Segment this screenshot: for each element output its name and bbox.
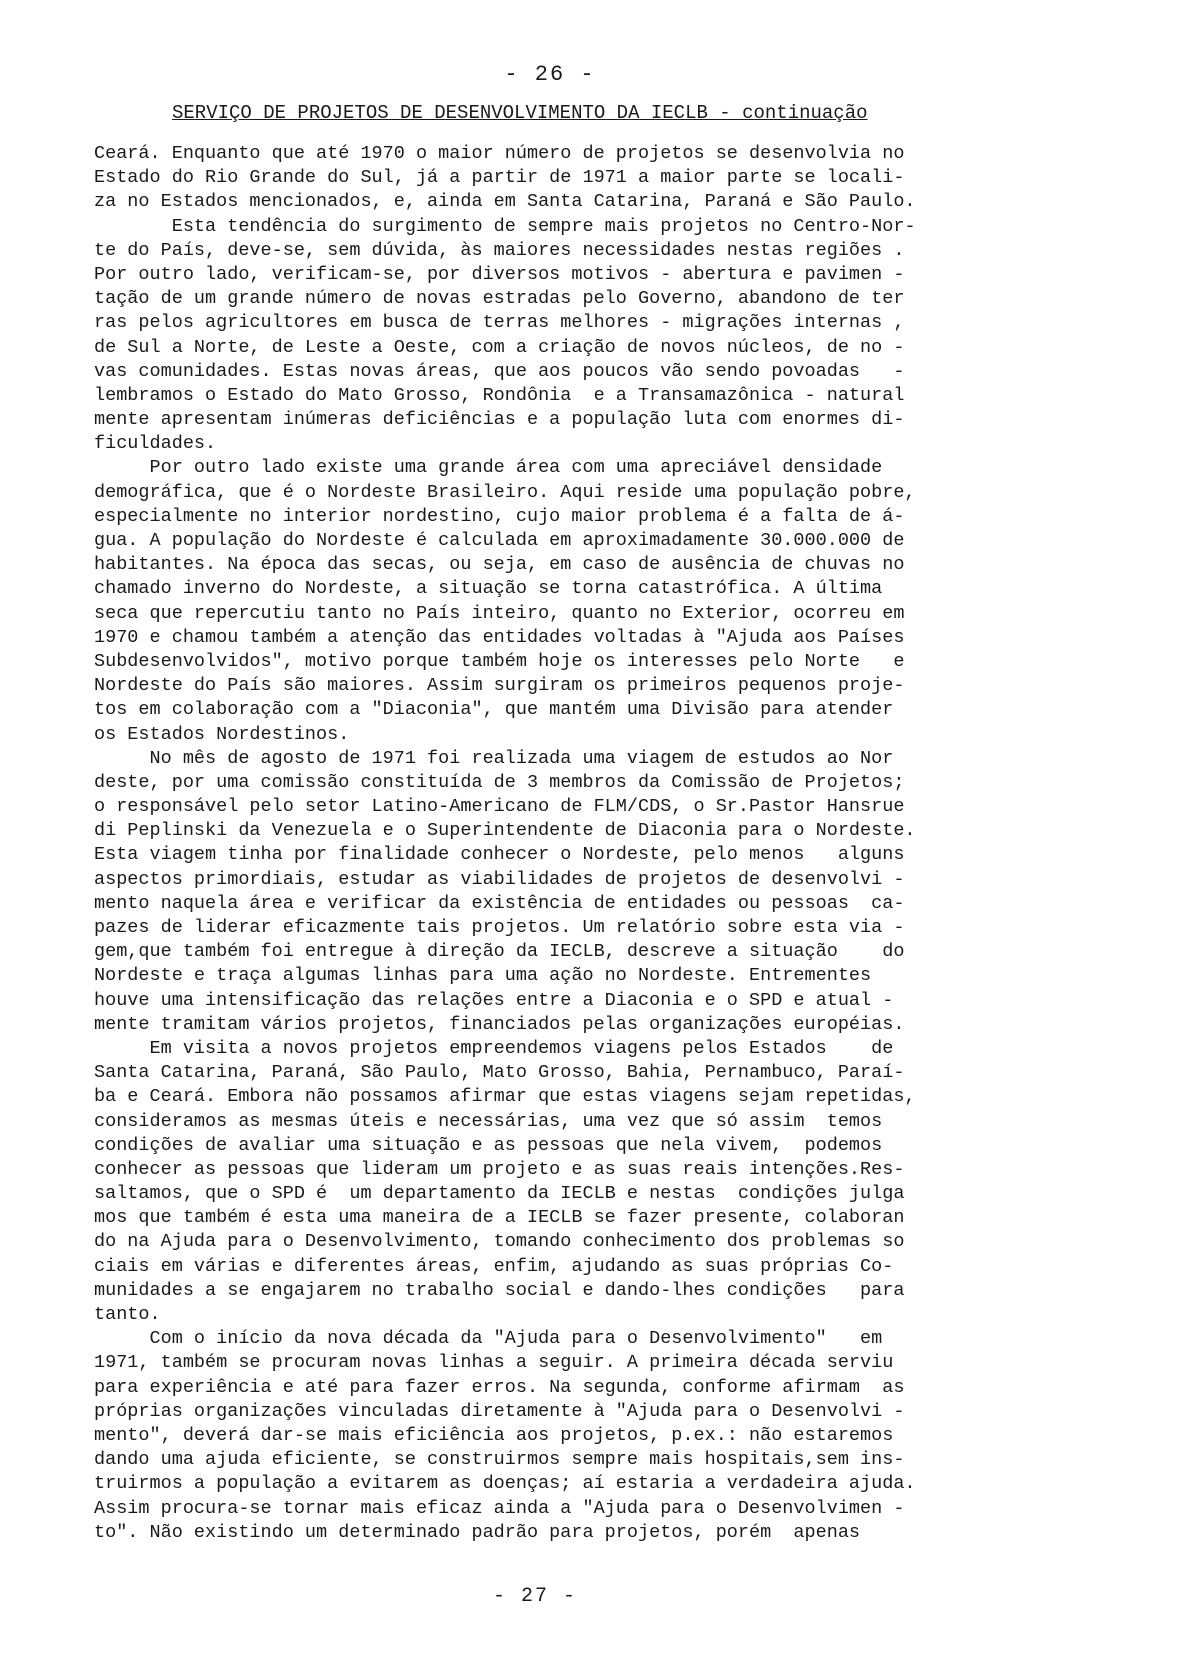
text-line: para experiência e até para fazer erros. Na segunda, conforme afirmam as	[94, 1376, 905, 1398]
text-line: lembramos o Estado do Mato Grosso, Rondônia e a Transamazônica - natural	[94, 384, 905, 406]
text-line: mos que também é esta uma maneira de a IECLB se fazer presente, colaboran	[94, 1207, 905, 1229]
text-line: ras pelos agricultores em busca de terras melhores - migrações internas ,	[94, 312, 905, 334]
text-line: ficuldades.	[94, 433, 217, 455]
page-number-bottom: - 27 -	[492, 1585, 577, 1608]
text-line: No mês de agosto de 1971 foi realizada uma viagem de estudos ao Nor	[94, 747, 894, 769]
text-line: di Peplinski da Venezuela e o Superintendente de Diaconia para o Nordeste.	[94, 820, 916, 842]
text-line: de Sul a Norte, de Leste a Oeste, com a criação de novos núcleos, de no -	[94, 336, 905, 358]
text-line: Esta tendência do surgimento de sempre mais projetos no Centro-Nor-	[94, 215, 916, 237]
text-line: tos em colaboração com a "Diaconia", que mantém uma Divisão para atender	[94, 699, 894, 721]
text-line: za no Estados mencionados, e, ainda em Santa Catarina, Paraná e São Paulo.	[94, 191, 916, 213]
text-line: tanto.	[94, 1304, 161, 1325]
text-line: ba e Ceará. Embora não possamos afirmar que estas viagens sejam repetidas,	[94, 1086, 916, 1108]
page-number-top: - 26 -	[504, 62, 596, 87]
text-line: mento", deverá dar-se mais eficiência aos projetos, p.ex.: não estaremos	[94, 1424, 894, 1446]
text-line: mento naquela área e verificar da existência de entidades ou pessoas ca-	[94, 892, 905, 914]
text-line: truirmos a população a evitarem as doenças; aí estaria a verdadeira ajuda.	[94, 1473, 916, 1495]
text-line: Subdesenvolvidos", motivo porque também hoje os interesses pelo Norte e	[94, 650, 905, 672]
text-line: to". Não existindo um determinado padrão para projetos, porém apenas	[94, 1521, 861, 1543]
text-line: Esta viagem tinha por finalidade conhecer o Nordeste, pelo menos alguns	[94, 844, 905, 866]
text-line: Assim procura-se tornar mais eficaz ainda a "Ajuda para o Desenvolvimen -	[94, 1497, 905, 1519]
text-line: gua. A população do Nordeste é calculada em aproximadamente 30.000.000 de	[94, 530, 905, 551]
text-line: te do País, deve-se, sem dúvida, às maiores necessidades nestas regiões .	[94, 239, 905, 261]
text-line: Em visita a novos projetos empreendemos viagens pelos Estados de	[94, 1037, 894, 1059]
text-line: ciais em várias e diferentes áreas, enfim, ajudando as suas próprias Co-	[94, 1255, 894, 1277]
text-line: saltamos, que o SPD é um departamento da IECLB e nestas condições julga	[94, 1183, 905, 1205]
text-line: 1970 e chamou também a atenção das entidades voltadas à "Ajuda aos Países	[94, 626, 905, 648]
text-line: do na Ajuda para o Desenvolvimento, tomando conhecimento dos problemas so	[94, 1231, 905, 1253]
text-line: chamado inverno do Nordeste, a situação se torna catastrófica. A última	[94, 578, 883, 600]
text-line: Por outro lado, verificam-se, por diversos motivos - abertura e pavimen -	[94, 263, 905, 285]
text-line: Estado do Rio Grande do Sul, já a partir de 1971 a maior parte se locali-	[94, 167, 905, 189]
body-text	[94, 142, 1024, 1545]
text-line: condições de avaliar uma situação e as pessoas que nela vivem, podemos	[94, 1134, 883, 1156]
text-line: gem,que também foi entregue à direção da IECLB, descreve a situação do	[94, 941, 905, 963]
text-line: Santa Catarina, Paraná, São Paulo, Mato Grosso, Bahia, Pernambuco, Paraí-	[94, 1062, 905, 1084]
text-line: dando uma ajuda eficiente, se construirmos sempre mais hospitais,sem ins-	[94, 1449, 905, 1471]
text-line: Ceará. Enquanto que até 1970 o maior número de projetos se desenvolvia no	[94, 143, 905, 164]
text-line: aspectos primordiais, estudar as viabilidades de projetos de desenvolvi -	[94, 868, 905, 890]
text-line: Com o início da nova década da "Ajuda para o Desenvolvimento" em	[94, 1328, 883, 1350]
text-line: mente tramitam vários projetos, financiados pelas organizações européias.	[94, 1013, 905, 1035]
text-line: Por outro lado existe uma grande área com uma apreciável densidade	[94, 457, 883, 479]
text-line: o responsável pelo setor Latino-Americano de FLM/CDS, o Sr.Pastor Hansrue	[94, 796, 905, 818]
text-line: habitantes. Na época das secas, ou seja, em caso de ausência de chuvas no	[94, 554, 905, 576]
text-line: pazes de liderar eficazmente tais projetos. Um relatório sobre esta via -	[94, 917, 905, 938]
text-line: os Estados Nordestinos.	[94, 723, 350, 745]
text-line: próprias organizações vinculadas diretamente à "Ajuda para o Desenvolvi -	[94, 1400, 905, 1422]
text-line: mente apresentam inúmeras deficiências e a população luta com enormes di-	[94, 409, 905, 431]
text-line: vas comunidades. Estas novas áreas, que aos poucos vão sendo povoadas -	[94, 360, 905, 382]
text-line: Nordeste e traça algumas linhas para uma ação no Nordeste. Entrementes	[94, 965, 872, 987]
text-line: deste, por uma comissão constituída de 3 membros da Comissão de Projetos;	[94, 771, 905, 793]
text-line: demográfica, que é o Nordeste Brasileiro. Aqui reside uma população pobre,	[94, 481, 916, 503]
text-line: seca que repercutiu tanto no País inteiro, quanto no Exterior, ocorreu em	[94, 602, 905, 624]
text-line: Nordeste do País são maiores. Assim surgiram os primeiros pequenos proje-	[94, 675, 905, 697]
text-line: consideramos as mesmas úteis e necessárias, uma vez que só assim temos	[94, 1110, 883, 1132]
text-line: conhecer as pessoas que lideram um projeto e as suas reais intenções.Res-	[94, 1158, 905, 1180]
text-line: tação de um grande número de novas estradas pelo Governo, abandono de ter	[94, 288, 905, 310]
text-line: houve uma intensificação das relações entre a Diaconia e o SPD e atual -	[94, 989, 894, 1011]
text-line: munidades a se engajarem no trabalho social e dando-lhes condições para	[94, 1279, 905, 1301]
text-line: 1971, também se procuram novas linhas a seguir. A primeira década serviu	[94, 1352, 894, 1374]
section-heading: SERVIÇO DE PROJETOS DE DESENVOLVIMENTO DA IECLB - continuação	[172, 102, 868, 124]
text-line: especialmente no interior nordestino, cujo maior problema é a falta de á-	[94, 505, 905, 527]
